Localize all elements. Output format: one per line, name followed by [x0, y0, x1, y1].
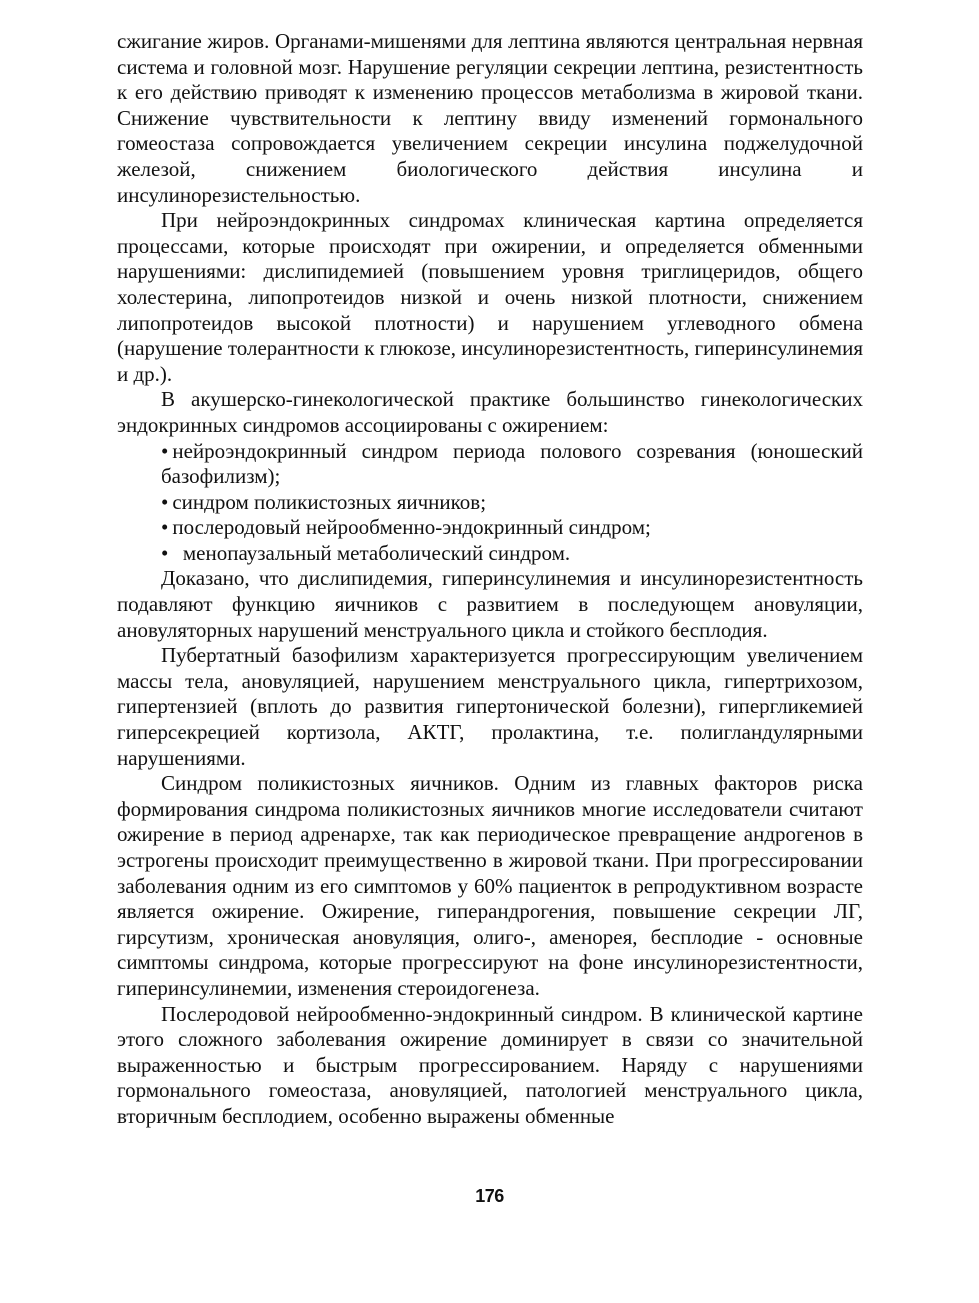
paragraph-leptin: сжигание жиров. Органами-мишенями для лептина являются центральная нервная система и головной мозг. Нарушение регуляции секреции лептина, резистентность к его действию приводят к изменению процессов метаболизма в жировой ткани. Снижение чувствительности к лептину ввиду изменений гормонального гомеостаза сопровождается увеличением секреции инсулина поджелудочной железой, снижением биологического действия инсулина и инсулинорезистельностью. — [117, 29, 863, 207]
paragraph-obstetric-practice: В акушерско-гинекологической практике большинство гинекологических эндокринных синдромов ассоциированы с ожирением: — [117, 387, 863, 437]
list-item — [161, 515, 863, 541]
paragraph-neuroendocrine-syndromes: При нейроэндокринных синдромах клиническая картина определяется процессами, которые происходят при ожирении, и определяется обменными нарушениями: дислипидемией (повышением уровня триглицеридов, общего холестерина, липопротеидов низкой и очень низкой плотности, снижением липопротеидов высокой плотности) и нарушением углеводного обмена (нарушение толерантности к глюкозе, инсулинорезистентность, гиперинсулинемия и др.). — [117, 208, 863, 386]
list-item-text: синдром поликистозных яичников; — [172, 489, 487, 514]
list-item-text: послеродовый нейрообменно-эндокринный синдром; — [172, 515, 651, 540]
syndrome-list — [117, 439, 863, 567]
list-item — [161, 439, 863, 490]
page-number: 176 — [475, 1186, 504, 1206]
list-item-text: менопаузальный метаболический синдром. — [172, 540, 571, 565]
paragraph-pubertal-basophilism: Пубертатный базофилизм характеризуется прогрессирующим увеличением массы тела, ановуляцией, нарушением менструального цикла, гипертрихозом, гипертензией (вплоть до развития гипертонической болезни), гипергликемией гиперсекрецией кортизола, АКТГ, пролактина, т.е. полигландулярными нарушениями. — [117, 643, 863, 770]
paragraph-polycystic-ovary-syndrome: Синдром поликистозных яичников. Одним из главных факторов риска формирования синдрома поликистозных яичников многие исследователи считают ожирение в период адренархе, так как периодическое превращение андрогенов в эстрогены происходит преимущественно в жировой ткани. При прогрессировании заболевания одним из его симптомов у 60% пациенток в репродуктивном возрасте является ожирение. Ожирение, гиперандрогения, повышение секреции ЛГ, гирсутизм, хроническая ановуляция, олиго-, аменорея, бесплодие - основные симптомы синдрома, которые прогрессируют на фоне инсулинорезистентности, гиперинсулинемии, изменения стероидогенеза. — [117, 771, 863, 1000]
paragraph-dyslipidemia: Доказано, что дислипидемия, гиперинсулинемия и инсулинорезистентность подавляют функцию яичников с развитием в последующем ановуляции, ановуляторных нарушений менструального цикла и стойкого бесплодия. — [117, 566, 863, 642]
list-item — [161, 490, 863, 516]
list-item — [161, 541, 863, 567]
bullet-marker: • — [161, 489, 169, 514]
paragraph-postpartum-syndrome: Послеродовой нейрообменно-эндокринный синдром. В клинической картине этого сложного заболевания ожирение доминирует в связи со значительной выраженностью и быстрым прогрессированием. Наряду с нарушениями гормонального гомеостаза, ановуляцией, патологией менструального цикла, вторичным бесплодием, особенно выражены обменные — [117, 1001, 863, 1128]
page-body — [117, 29, 863, 1130]
bullet-marker: • — [161, 540, 169, 565]
bullet-marker: • — [161, 515, 169, 540]
list-item-text: нейроэндокринный синдром периода полового созревания (юношеский базофилизм); — [161, 438, 863, 489]
bullet-marker: • — [161, 438, 169, 463]
